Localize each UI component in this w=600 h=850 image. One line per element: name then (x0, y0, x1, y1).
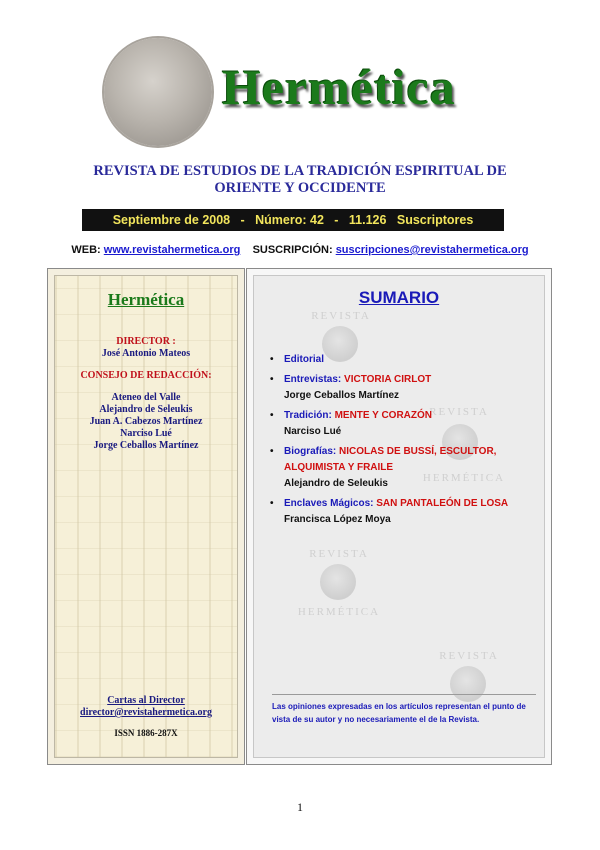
toc-headline: MENTE Y CORAZÓN (334, 410, 432, 421)
toc-item[interactable] (268, 352, 538, 368)
toc-item[interactable] (268, 408, 538, 440)
website-link[interactable]: www.revistahermetica.org (103, 244, 241, 256)
council-member: Jorge Ceballos Martínez (93, 440, 199, 451)
disclaimer-text: Las opiniones expresadas en los artículos representan el punto de vista de su autor y no necesariamente el de la Revista. (272, 702, 526, 724)
table-of-contents (268, 352, 538, 532)
watermark-text: REVISTA (429, 406, 489, 418)
toc-item[interactable] (268, 444, 538, 492)
bullet-icon: • (270, 354, 274, 365)
bullet-icon: • (270, 446, 274, 457)
watermark-text: REVISTA (309, 548, 369, 560)
toc-author: Alejandro de Seleukis (284, 478, 388, 489)
bullet-icon: • (270, 498, 274, 509)
magazine-title: Hermética (222, 59, 456, 115)
toc-category: Entrevistas: (284, 374, 342, 385)
council-member: Narciso Lué (120, 428, 172, 439)
watermark-text: HERMÉTICA (297, 606, 381, 618)
toc-category: Biografías: (284, 446, 337, 457)
toc-author: Francisca López Moya (284, 514, 391, 525)
masthead-title: Hermética (107, 290, 185, 309)
council-member: Alejandro de Seleukis (99, 404, 193, 415)
masthead-panel-inner (54, 275, 238, 758)
subscription-label: SUSCRIPCIÓN: (252, 244, 333, 256)
toc-item[interactable] (268, 372, 538, 404)
watermark-text: REVISTA (439, 650, 499, 662)
council-label: CONSEJO DE REDACCIÓN: (80, 370, 212, 381)
director-label: DIRECTOR : (116, 336, 176, 347)
bullet-icon: • (270, 374, 274, 385)
masthead-panel (47, 268, 245, 765)
letters-to-director-link[interactable]: Cartas al Director (107, 695, 185, 706)
toc-category: Enclaves Mágicos: (284, 498, 374, 509)
toc-author: Narciso Lué (284, 426, 342, 437)
bullet-icon: • (270, 410, 274, 421)
toc-category: Editorial (284, 354, 325, 365)
council-member: Ateneo del Valle (111, 392, 181, 403)
watermark-seal (450, 666, 486, 702)
director-name: José Antonio Mateos (101, 348, 191, 359)
web-label: WEB: (71, 244, 101, 256)
toc-item[interactable] (268, 496, 538, 528)
divider (272, 694, 536, 695)
director-email-link[interactable]: director@revistahermetica.org (80, 707, 212, 718)
toc-headline: NICOLAS DE BUSSÍ, ESCULTOR, ALQUIMISTA Y FRAILE (284, 446, 497, 473)
summary-panel (246, 268, 552, 765)
issn: ISSN 1886-287X (114, 728, 178, 738)
toc-category: Tradición: (284, 410, 332, 421)
toc-headline: VICTORIA CIRLOT (344, 374, 432, 385)
watermark-text: HERMÉTICA (422, 472, 506, 484)
toc-headline: SAN PANTALEÓN DE LOSA (376, 498, 509, 509)
issue-info-bar: Septiembre de 2008 - Número: 42 - 11.126 Suscriptores (82, 209, 504, 231)
subscription-email-link[interactable]: suscripciones@revistahermetica.org (335, 244, 529, 256)
summary-panel-inner (253, 275, 545, 758)
logo-medallion-image (104, 38, 212, 146)
toc-author: Jorge Ceballos Martínez (284, 390, 400, 401)
magazine-subtitle: REVISTA DE ESTUDIOS DE LA TRADICIÓN ESPIRITUAL DE ORIENTE Y OCCIDENTE (93, 163, 507, 196)
watermark-text: REVISTA (311, 310, 371, 322)
summary-title: SUMARIO (358, 288, 440, 307)
council-member: Juan A. Cabezos Martínez (89, 416, 203, 427)
page-number: 1 (297, 800, 303, 814)
watermark-seal (320, 564, 356, 600)
web-info-line (70, 244, 530, 256)
